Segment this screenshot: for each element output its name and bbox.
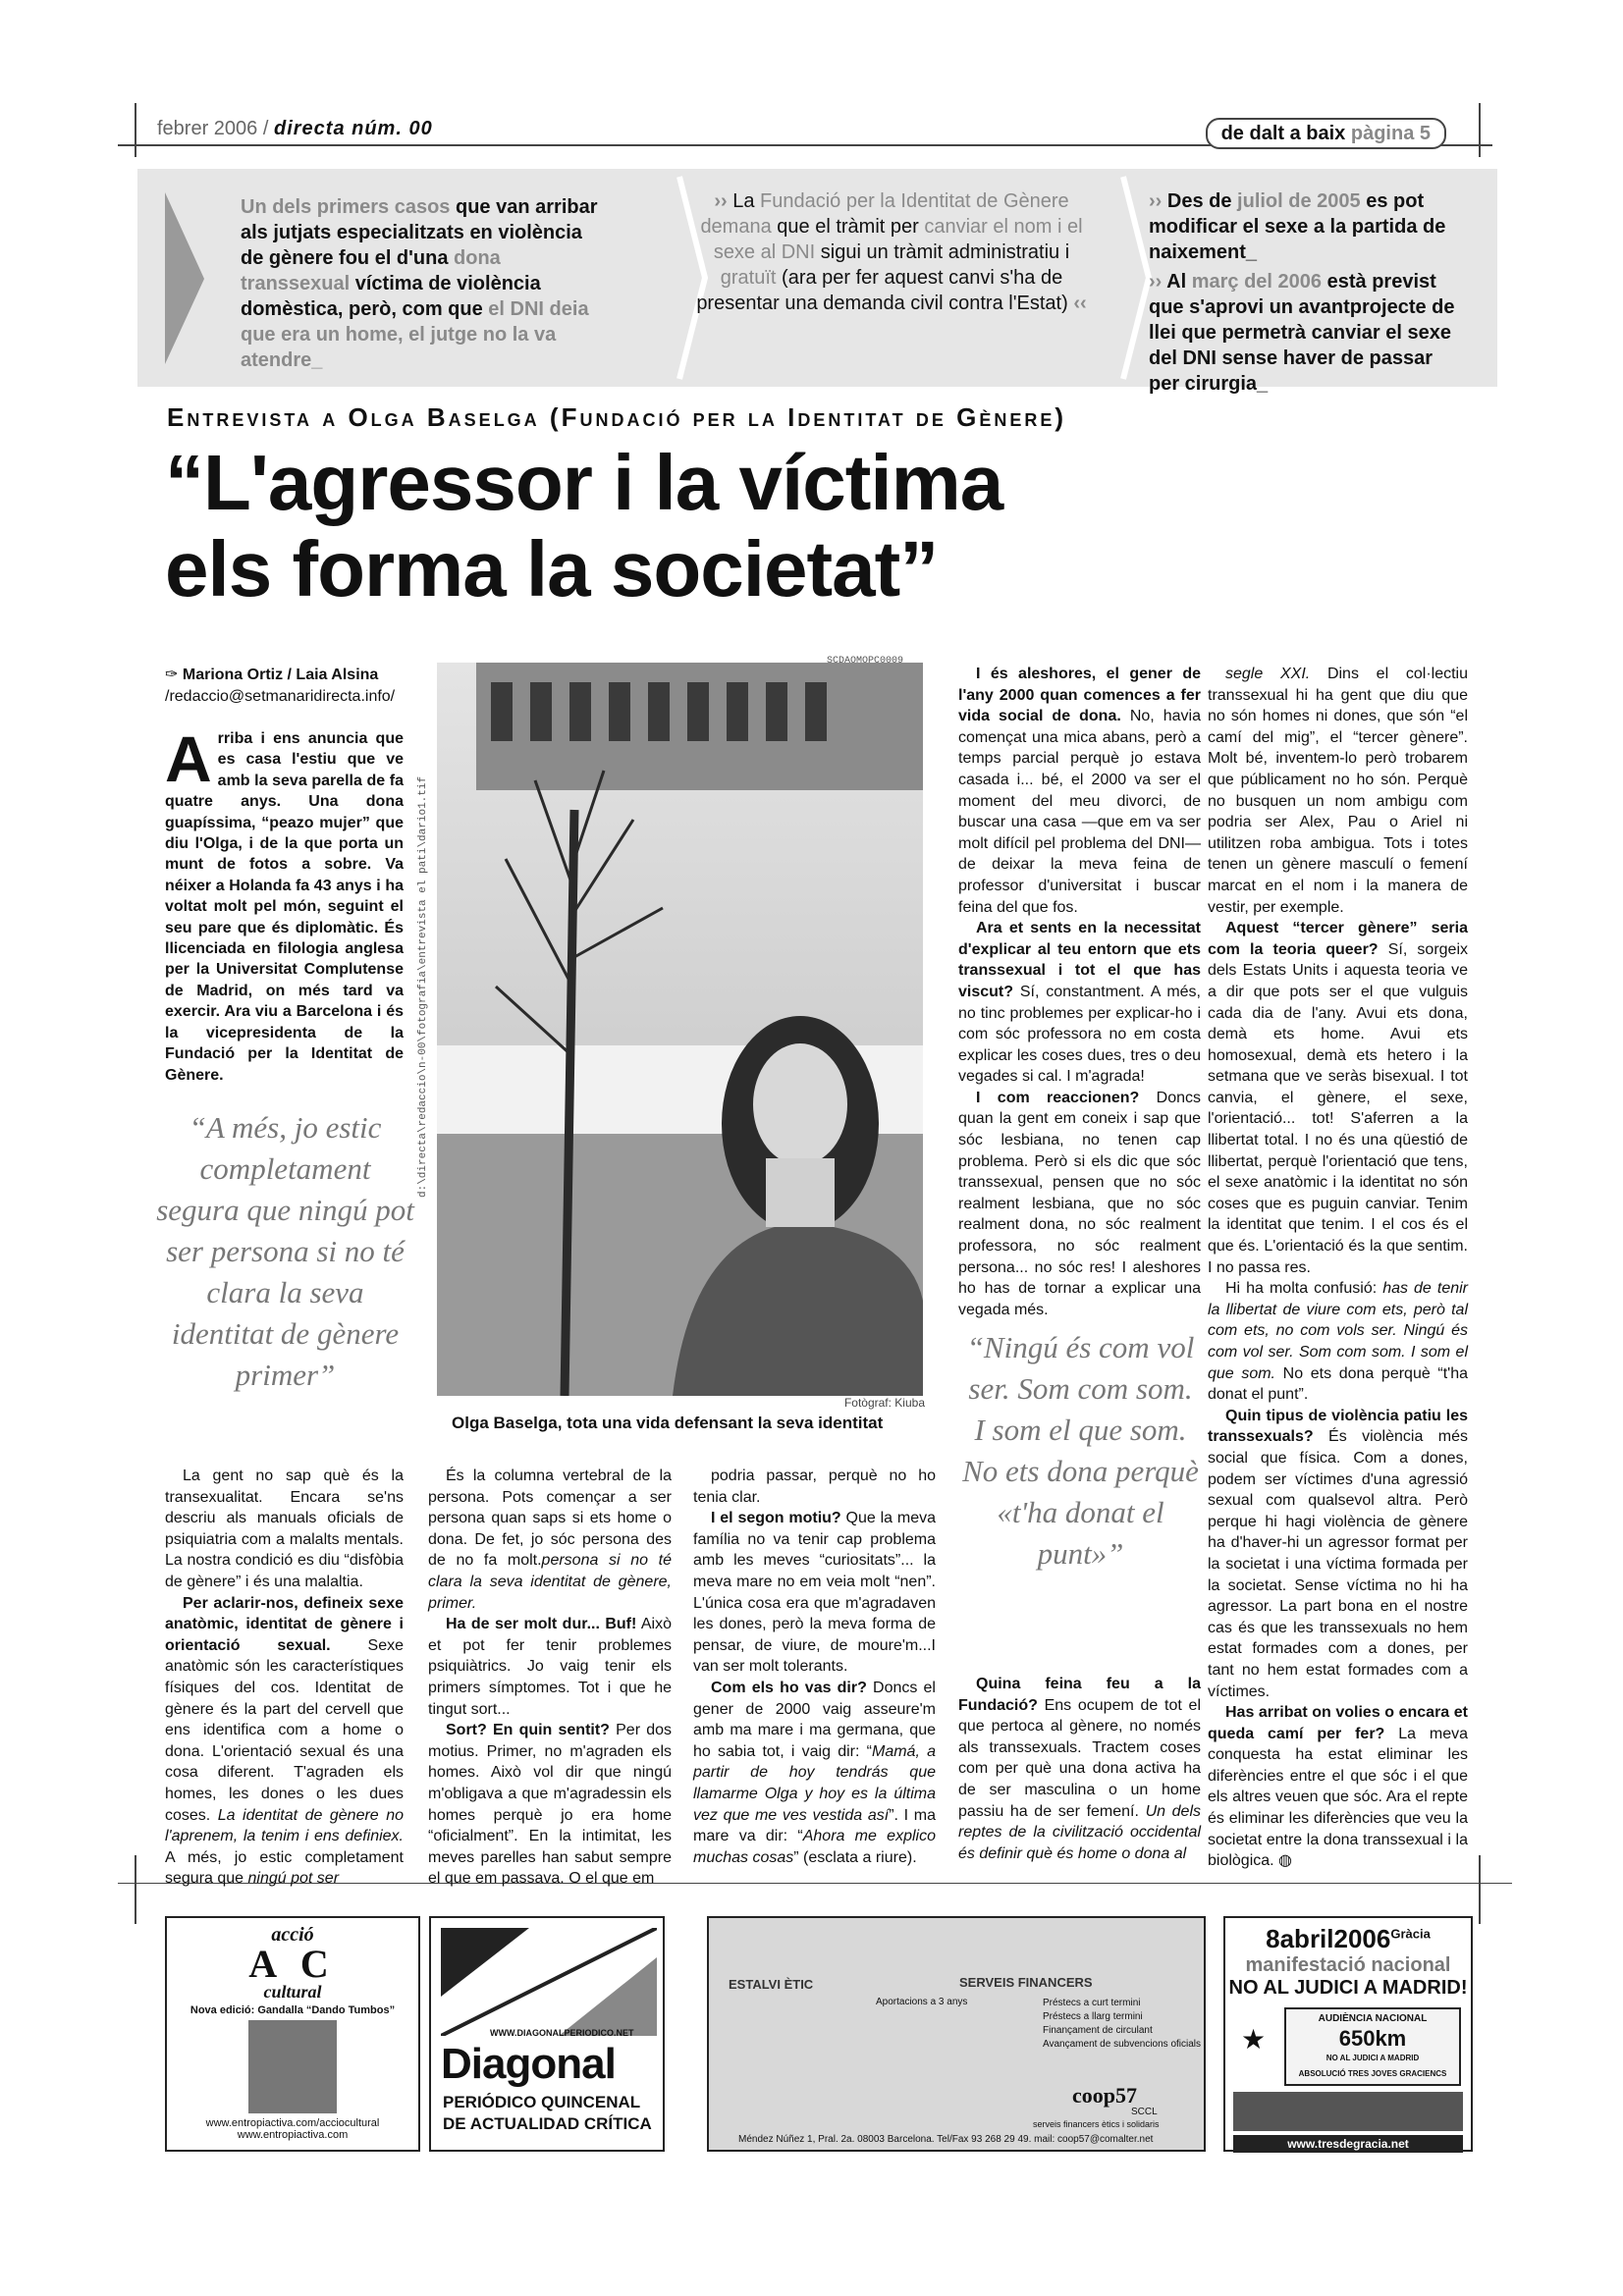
header-date: febrer 2006 / — [157, 118, 269, 139]
arrow-icon — [165, 192, 204, 364]
column-3-middle — [693, 1466, 936, 1868]
paragraph: Has arribat on volies o encara et queda camí per fer? La meva conquesta ha estat eliminar les diferències entre el que sóc i el que els altres veuen que sóc. Ara el repte és eliminar les diferències que veu la societat entre la dona transsexual i la biològica. ◍ — [1208, 1704, 1469, 1870]
album-cover-image — [248, 2020, 337, 2113]
running-header — [157, 118, 433, 140]
paragraph: Quina feina feu a la Fundació? Ens ocupem de tot el que pertoca al gènere, no només als transsexuals. Tractem coses com per què una dona activa ha de ser masculina o un home passiu ha de ser femení. Un dels reptes de la civilització occidental és definir què és home o dona al — [958, 1676, 1201, 1862]
ad-diagonal[interactable]: WWW.DIAGONALPERIODICO.NET Diagonal PERIÓDICO QUINCENAL DE ACTUALIDAD CRÍTICA — [429, 1916, 665, 2152]
paragraph: Aquest “tercer gènere” seria com la teoria queer? Sí, sorgeix dels Estats Units i aquesta teoria ve a dir que pots ser el que vulguis cada dia de l'any. Avui ets dona, demà ets home. Avui ets homosexual, demà ets hetero i la setmana que ve seràs bisexual. I tot canvia, el gènere, el sexe, l'orientació... tot! S'aferren a la llibertat total. I no és una qüestió de llibertat, perquè l'orientació que tens, el sexe anatòmic i la identitat no són coses que es puguin canviar. Tenim la identitat que tenim. I el cos és el que és. L'orientació és la que sentim. I no passa res. — [1208, 920, 1468, 1276]
paragraph: Hi ha molta confusió: has de tenir la llibertat de viure com ets, però tal com ets, no com vols ser. Ningú és com vol ser. Som com som. I som el que som. No ets dona perquè “t'ha donat el punt”. — [1208, 1280, 1468, 1404]
crowd-image — [1233, 2092, 1463, 2131]
paragraph: Ara et sents en la necessitat d'explicar al teu entorn que ets transsexual i tot el que has viscut? Sí, constantment. A més, no tinc problemes per explicar-ho i com sóc professora no em costa explicar les coses dues, tres o deu vegades si cal. I m'agrada! — [958, 920, 1201, 1086]
page-number: pàgina 5 — [1350, 123, 1431, 144]
column-2-lower — [428, 1466, 672, 1890]
coop-services-list: Préstecs a curt termini Préstecs a llarg termini Finançament de circulant Avançament de subvencions oficials — [1043, 1998, 1202, 2050]
paragraph: I com reaccionen? Doncs quan la gent em coneix i sap que sóc lesbiana, no tenen cap problema. Però si els dic que sóc transsexual, pensen que no sóc realment lesbiana, que no sóc realment dona, no sóc realment professora, no sóc realment persona... no sóc res! I aleshores ho has de tornar a explicar una vegada més. — [958, 1089, 1201, 1318]
pull-quote-2: “Ningú és com vol ser. Som com som. I som el que som. No ets dona perquè «t'ha donat el punt»” — [962, 1330, 1199, 1571]
paragraph: Sort? En quin sentit? Per dos motius. Primer, no m'agraden els homes. Això vol dir que ningú m'obligava a que m'agradessin els homes perquè jo era home “oficialment”. En la intimitat, les meves parelles han sabut sempre el que em passava. O el que em — [428, 1722, 672, 1888]
paragraph: La gent no sap què és la transexualitat. Encara se'ns descriu als manuals oficials de psiquiatria com a malalts mentals. La nostra condició es diu “disfòbia de gènere” i és una malaltia. — [165, 1468, 404, 1590]
photo-caption: Olga Baselga, tota una vida defensant la seva identitat — [452, 1414, 884, 1432]
photo-frame-code: SCDAOMOPC0009 — [827, 656, 904, 667]
star-icon: ★ — [1241, 2024, 1267, 2055]
photo-olga-baselga — [437, 663, 923, 1396]
column-3-upper — [958, 664, 1201, 1320]
crop-mark — [1479, 1855, 1481, 1924]
byline-email: /redaccio@setmanaridirecta.info/ — [165, 688, 396, 705]
chevron-divider-icon — [1119, 175, 1153, 381]
headline: “L'agressor i la víctima els forma la societat” — [165, 439, 1003, 613]
column-1-lower — [165, 1466, 404, 1890]
header-publication: directa núm. 00 — [273, 118, 433, 139]
ad-coop57[interactable]: ESTALVI ÈTIC SERVEIS FINANCERS Aportacions a 3 anys Préstecs a curt termini Préstecs a llarg termini Finançament de circulant Avançament de subvencions oficials coop57 SCCL serveis financers ètics i solidaris Méndez Núñez 1, Pral. 2a. 08003 Barcelona. Tel/Fax 93 268 29 49. mail: coop57@comalter.net — [707, 1916, 1206, 2152]
ad-accio-cultural[interactable]: acció A C cultural Nova edició: Gandalla “Dando Tumbos” www.entropiactiva.com/acciocultural www.entropiactiva.com — [165, 1916, 420, 2152]
column-3-lower — [958, 1674, 1201, 1864]
crop-mark — [1479, 103, 1481, 157]
paragraph: I és aleshores, el gener de l'any 2000 quan comences a fer vida social de dona. No, havia començat una mica abans, però a temps parcial perquè jo estava casada i... bé, el 2000 va ser el moment del meu divorci, de buscar una casa —que em va ser molt difícil pel problema del DNI— de deixar la meva feina de professor d'universitat i buscar feina del que fos. — [958, 666, 1201, 916]
road-sign: AUDIÈNCIA NACIONAL 650km NO AL JUDICI A MADRID ABSOLUCIÓ TRES JOVES GRACIENCS — [1284, 2007, 1461, 2086]
pull-quote-1: “A més, jo estic completament segura que ningú pot ser persona si no té clara la seva identitat de gènere primer” — [156, 1110, 414, 1392]
photo-file-label: d:\directa\redaccio\n-00\fotografia\entrevista el pati\dario1.tif — [417, 775, 429, 1198]
byline — [165, 665, 410, 708]
paragraph: I el segon motiu? Que la meva família no va tenir cap problema amb les meves “curiositats”... la meva mare no em veia molt “nen”. L'única cosa era que m'agradaven les dones, però la meva forma de pensar, de viure, de moure'm...I van ser molt tolerants. — [693, 1510, 937, 1676]
section-tab — [1206, 118, 1446, 149]
paragraph: Com els ho vas dir? Doncs el gener de 2000 vaig asseure'm amb ma mare i ma germana, que ho sabia tot, i vaig dir: “Mamá, a partir de hoy tendrás que llamarme Olga y hoy es la última vez que me ves vestida así”. I ma mare va dir: “Ahora me explico muchas cosas” (esclata a riure). — [693, 1679, 937, 1866]
crop-mark — [135, 1855, 136, 1924]
paragraph: segle XXI. Dins el col·lectiu transsexual hi ha gent que diu que no són homes ni dones, que són “el camí del mig”, el “tercer gènere”. Molt bé, inventem-lo però trobarem que públicament no ho són. Perquè no busquen un nom ambigu com podria ser Alex, Pau o Ariel ni utilitzen roba ambigua. Tots i totes tenen un gènere masculí o femení marcat en el nom i la manera de vestir, per exemple. — [1208, 666, 1468, 916]
diagonal-logo-icon — [441, 1928, 657, 2036]
pencil-icon: ✑ — [165, 667, 179, 683]
banner-left-text: Un dels primers casos que van arribar als jutjats especialitzats en violència de gènere fou el d'una dona transsexual víctima de violència domèstica, però, com que el DNI deia que era un home, el jutge no la va atendre_ — [241, 196, 598, 371]
banner-center-text: ›› La Fundació per la Identitat de Gènere demana que el tràmit per canviar el nom i el sexe al DNI sigui un tràmit administratiu i gratuït (ara per fer aquest canvi s'ha de presentar una demanda civil contra l'Estat) ‹‹ — [696, 190, 1087, 314]
drop-cap: A — [165, 722, 212, 795]
section-name: de dalt a baix — [1220, 123, 1346, 144]
crop-mark — [135, 103, 136, 157]
byline-authors: Mariona Ortiz / Laia Alsina — [182, 667, 379, 683]
column-4 — [1208, 664, 1468, 1872]
banner-right-text: ›› Des de juliol de 2005 es pot modificar el sexe a la partida de naixement_ ›› Al març del 2006 està previst que s'aprovi un avantprojecte de llei que permetrà canviar el sexe del DNI sense haver de passar per cirurgia_ — [1149, 190, 1455, 395]
intro-paragraph: Arriba i ens anuncia que es casa l'estiu que ve amb la seva parella de fa quatre anys. Una dona guapíssima, “peazo mujer” que diu l'Olga, i de la que porta un munt de fotos a sobre. Va néixer a Holanda fa 43 anys i ha voltat molt pel món, seguint el seu pare que és diplomàtic. És llicenciada en filologia anglesa per la Universitat Complutense de Madrid, on més tard va exercir. Ara viu a Barcelona i és la vicepresidenta de la Fundació per la Identitat de Gènere. — [165, 722, 404, 1084]
paragraph: És la columna vertebral de la persona. Pots començar a ser persona quan saps si ets home o dona. De fet, jo sóc persona des de no fa molt.persona si no té clara la seva identitat de gènere, primer. — [428, 1468, 672, 1612]
paragraph: Quin tipus de violència patiu les transsexuals? És violència més social que física. Com a dones, podem ser víctimes d'una agressió sexual com qualsevol altra. Però perque hi hagi violència de gènere ha d'haver-hi un agressor format per la societat i una víctima formada per la societat. Sense víctima no hi ha agressor. La part bona en el nostre cas és que les transsexuals no hem estat formades com a dones, per tant no hem estat formades com a víctimes. — [1208, 1407, 1468, 1700]
paragraph: podria passar, perquè no ho tenia clar. — [693, 1468, 936, 1506]
paragraph: Ha de ser molt dur... Buf! Això et pot fer tenir problemes psiquiàtrics. Jo vaig tenir els primers símptomes. Tot i que he tingut sort... — [428, 1616, 673, 1718]
kicker: Entrevista a Olga Baselga (Fundació per la Identitat de Gènere) — [167, 402, 1067, 432]
paragraph: Per aclarir-nos, defineix sexe anatòmic, identitat de gènere i orientació sexual. Sexe anatòmic són les característiques físiques del cos. Identitat de gènere és la part del cervell que ens identifica com a home o dona. L'orientació sexual és una cosa diferent. T'agraden els homes, les dones o les dues coses. La identitat de gènere no l'aprenem, la tenim i ens definiex. A més, jo estic completament segura que ningú pot ser — [165, 1594, 404, 1888]
ad-tres-de-gracia[interactable]: $8abril2006^{Gràcia}$ manifestació nacional NO AL JUDICI A MADRID! ★ AUDIÈNCIA NACIONAL 650km NO AL JUDICI A MADRID ABSOLUCIÓ TRES JOVES GRACIENCS www.tresdegracia.net — [1223, 1916, 1473, 2152]
photo-credit: Fotògraf: Kiuba — [843, 1396, 925, 1410]
